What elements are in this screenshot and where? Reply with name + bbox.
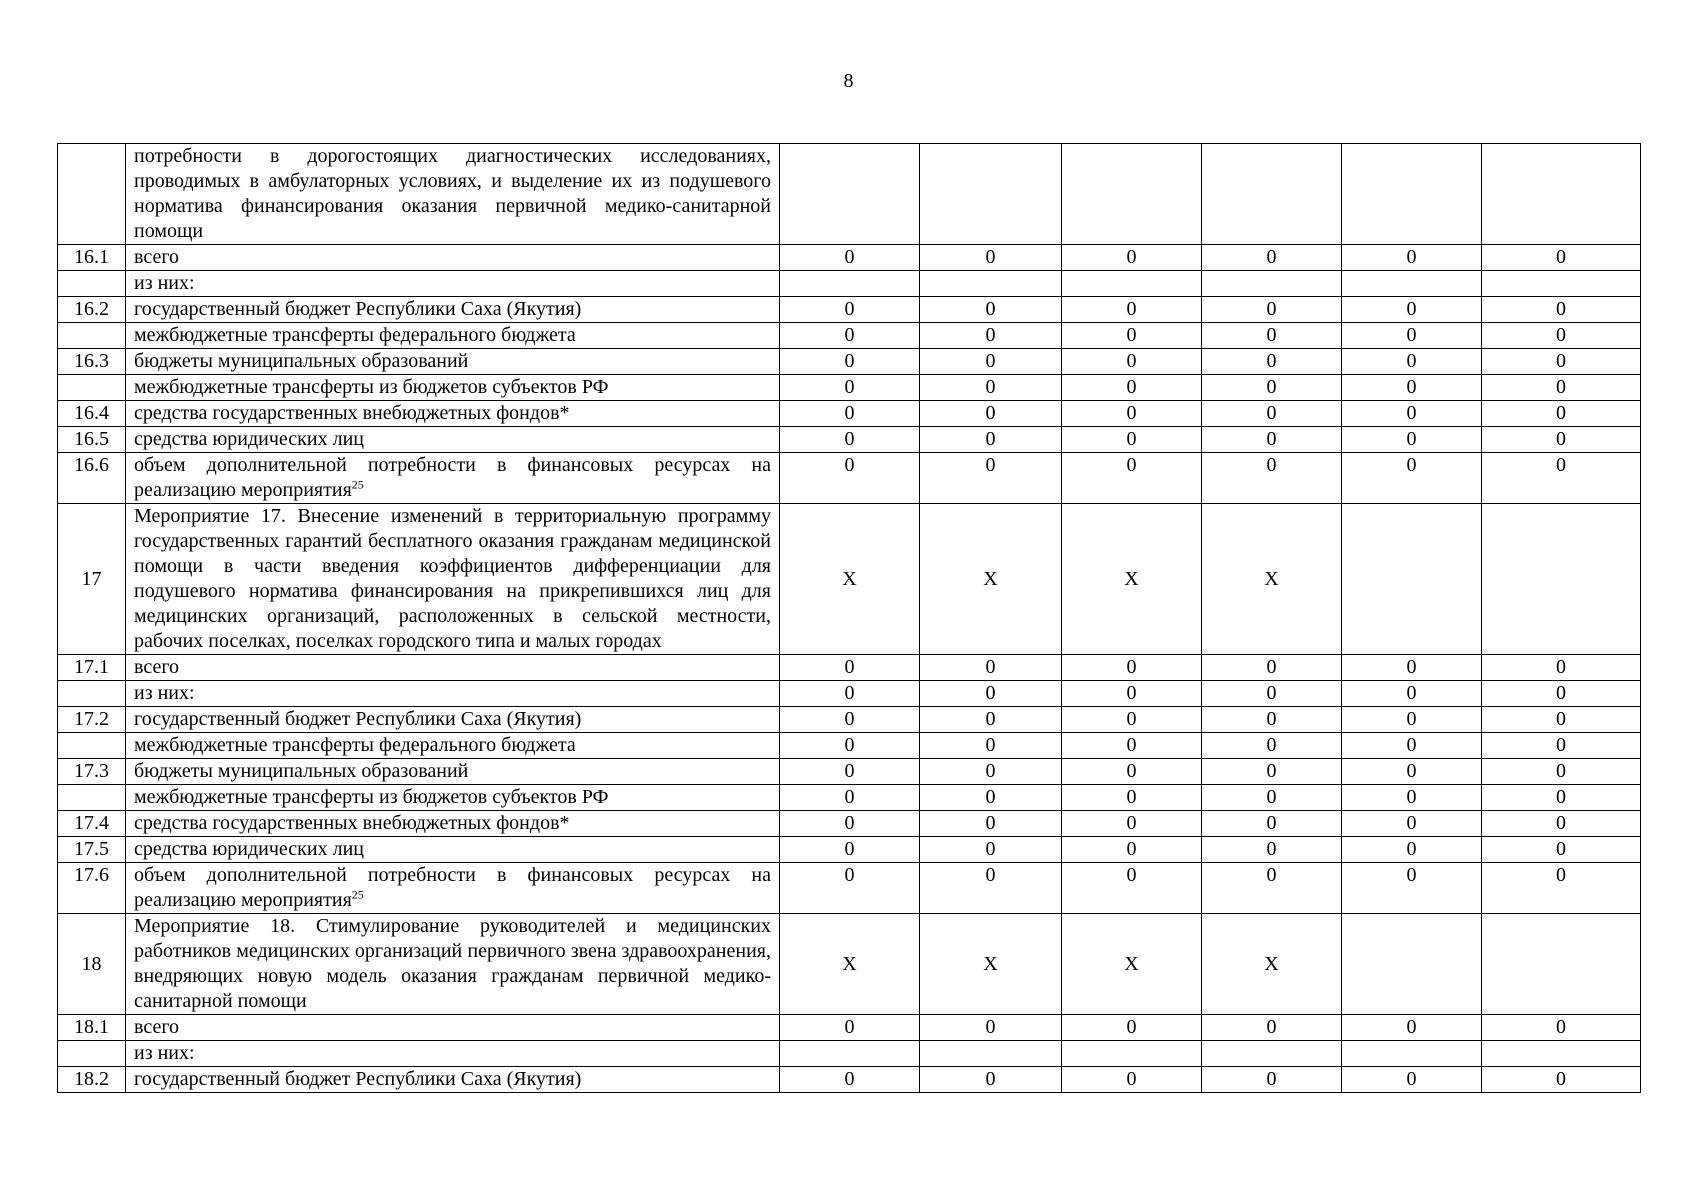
row-value-5: 0 — [1342, 733, 1482, 759]
row-value-1: 0 — [780, 785, 920, 811]
row-value-1: 0 — [780, 297, 920, 323]
row-value-5 — [1342, 504, 1482, 655]
row-value-3: 0 — [1062, 323, 1202, 349]
row-value-3: 0 — [1062, 681, 1202, 707]
row-value-4: 0 — [1202, 427, 1342, 453]
row-value-5 — [1342, 144, 1482, 245]
row-value-4 — [1202, 1041, 1342, 1067]
row-description-text: средства юридических лиц — [134, 428, 364, 450]
row-value-4: X — [1202, 914, 1342, 1015]
row-description — [126, 504, 780, 655]
row-value-3: 0 — [1062, 375, 1202, 401]
row-number — [58, 375, 126, 401]
row-value-2: X — [920, 504, 1062, 655]
row-value-6: 0 — [1482, 1067, 1641, 1093]
row-value-2 — [920, 1041, 1062, 1067]
row-value-2: 0 — [920, 453, 1062, 504]
row-number: 16.1 — [58, 245, 126, 271]
row-number — [58, 144, 126, 245]
row-value-1: 0 — [780, 811, 920, 837]
row-description-text: всего — [134, 656, 180, 678]
row-value-1: 0 — [780, 323, 920, 349]
row-description — [126, 707, 780, 733]
table-row — [58, 349, 1641, 375]
row-value-4: 0 — [1202, 1015, 1342, 1041]
row-value-2 — [920, 271, 1062, 297]
table-row — [58, 427, 1641, 453]
row-value-6: 0 — [1482, 323, 1641, 349]
row-value-4: 0 — [1202, 349, 1342, 375]
row-value-3: 0 — [1062, 427, 1202, 453]
row-value-4: 0 — [1202, 297, 1342, 323]
row-value-6 — [1482, 504, 1641, 655]
row-value-4: X — [1202, 504, 1342, 655]
table-body — [58, 144, 1641, 1093]
row-value-4: 0 — [1202, 401, 1342, 427]
row-value-1: 0 — [780, 245, 920, 271]
row-description — [126, 733, 780, 759]
row-value-5: 0 — [1342, 811, 1482, 837]
row-value-6: 0 — [1482, 811, 1641, 837]
row-value-4: 0 — [1202, 811, 1342, 837]
row-description — [126, 785, 780, 811]
row-value-3: 0 — [1062, 349, 1202, 375]
row-value-1: 0 — [780, 1015, 920, 1041]
row-number: 17.5 — [58, 837, 126, 863]
row-number — [58, 681, 126, 707]
row-value-5: 0 — [1342, 1067, 1482, 1093]
row-description — [126, 811, 780, 837]
row-value-6: 0 — [1482, 837, 1641, 863]
row-value-1: 0 — [780, 349, 920, 375]
row-description — [126, 1041, 780, 1067]
row-value-6: 0 — [1482, 1015, 1641, 1041]
row-value-5: 0 — [1342, 1015, 1482, 1041]
row-number: 18 — [58, 914, 126, 1015]
row-description — [126, 427, 780, 453]
row-value-5: 0 — [1342, 655, 1482, 681]
row-value-5: 0 — [1342, 707, 1482, 733]
row-description-text: всего — [134, 1016, 180, 1038]
row-value-3: 0 — [1062, 811, 1202, 837]
row-value-4: 0 — [1202, 1067, 1342, 1093]
budget-table — [57, 143, 1641, 1093]
row-number: 17.2 — [58, 707, 126, 733]
row-value-6: 0 — [1482, 655, 1641, 681]
row-description-text: бюджеты муниципальных образований — [134, 350, 469, 372]
row-value-4: 0 — [1202, 707, 1342, 733]
row-value-2: 0 — [920, 655, 1062, 681]
row-value-6: 0 — [1482, 707, 1641, 733]
row-value-3 — [1062, 1041, 1202, 1067]
table-row-event — [58, 504, 1641, 655]
row-value-1: X — [780, 504, 920, 655]
row-number: 17.3 — [58, 759, 126, 785]
row-description — [126, 681, 780, 707]
row-number: 16.5 — [58, 427, 126, 453]
row-value-5: 0 — [1342, 863, 1482, 914]
row-value-2: 0 — [920, 401, 1062, 427]
row-description — [126, 271, 780, 297]
row-number: 18.2 — [58, 1067, 126, 1093]
row-description-text: средства юридических лиц — [134, 838, 364, 860]
row-value-3: X — [1062, 914, 1202, 1015]
row-value-2: 0 — [920, 733, 1062, 759]
row-value-5: 0 — [1342, 837, 1482, 863]
row-value-3: 0 — [1062, 655, 1202, 681]
row-value-3: X — [1062, 504, 1202, 655]
table-row — [58, 375, 1641, 401]
row-value-5: 0 — [1342, 427, 1482, 453]
row-value-5: 0 — [1342, 681, 1482, 707]
row-value-6 — [1482, 144, 1641, 245]
row-value-1: 0 — [780, 733, 920, 759]
row-value-3: 0 — [1062, 759, 1202, 785]
row-value-5: 0 — [1342, 323, 1482, 349]
table-row — [58, 323, 1641, 349]
row-value-6: 0 — [1482, 375, 1641, 401]
row-value-4: 0 — [1202, 453, 1342, 504]
row-description — [126, 323, 780, 349]
row-value-1: 0 — [780, 707, 920, 733]
row-value-3 — [1062, 271, 1202, 297]
row-value-4: 0 — [1202, 375, 1342, 401]
row-number — [58, 733, 126, 759]
row-value-1 — [780, 271, 920, 297]
row-value-4: 0 — [1202, 837, 1342, 863]
row-value-3: 0 — [1062, 733, 1202, 759]
row-value-4: 0 — [1202, 733, 1342, 759]
row-description-text: потребности в дорогостоящих диагностических исследованиях, проводимых в амбулаторных условиях, и выделение их из подушевого норматива финансирования оказания первичной медико-санитарной помощи — [134, 145, 771, 242]
row-value-6 — [1482, 271, 1641, 297]
row-value-2: 0 — [920, 707, 1062, 733]
row-description — [126, 759, 780, 785]
row-description-text: межбюджетные трансферты из бюджетов субъектов РФ — [134, 376, 609, 398]
row-value-2: 0 — [920, 759, 1062, 785]
row-number — [58, 271, 126, 297]
row-value-2: 0 — [920, 681, 1062, 707]
row-description-text: Мероприятие 18. Стимулирование руководителей и медицинских работников медицинских организаций первичного звена здравоохранения, внедряющих новую модель оказания гражданам первичной медико-санитарной помощи — [134, 915, 771, 1012]
row-number: 18.1 — [58, 1015, 126, 1041]
row-description-text: из них: — [134, 682, 195, 704]
row-description-text: государственный бюджет Республики Саха (Якутия) — [134, 298, 582, 320]
row-number: 17 — [58, 504, 126, 655]
row-description — [126, 245, 780, 271]
row-value-1: 0 — [780, 863, 920, 914]
row-description-text: всего — [134, 246, 180, 268]
row-value-1: 0 — [780, 453, 920, 504]
row-description — [126, 1015, 780, 1041]
table-row — [58, 655, 1641, 681]
row-value-5 — [1342, 1041, 1482, 1067]
row-value-1 — [780, 144, 920, 245]
row-value-2: 0 — [920, 1015, 1062, 1041]
row-value-4: 0 — [1202, 759, 1342, 785]
table-row-event — [58, 914, 1641, 1015]
row-value-2: 0 — [920, 375, 1062, 401]
table-row — [58, 863, 1641, 914]
table-row — [58, 681, 1641, 707]
row-number: 17.4 — [58, 811, 126, 837]
row-value-4 — [1202, 271, 1342, 297]
row-value-3: 0 — [1062, 1067, 1202, 1093]
row-value-6 — [1482, 914, 1641, 1015]
row-value-2: 0 — [920, 1067, 1062, 1093]
row-description-text: объем дополнительной потребности в финансовых ресурсах на реализацию мероприятия — [134, 864, 771, 911]
row-value-1: X — [780, 914, 920, 1015]
row-description — [126, 914, 780, 1015]
row-description — [126, 655, 780, 681]
row-value-5: 0 — [1342, 349, 1482, 375]
row-value-2: 0 — [920, 323, 1062, 349]
table-row — [58, 707, 1641, 733]
row-value-1: 0 — [780, 375, 920, 401]
row-value-5: 0 — [1342, 401, 1482, 427]
row-value-2: 0 — [920, 863, 1062, 914]
row-description — [126, 401, 780, 427]
row-description — [126, 144, 780, 245]
row-value-6: 0 — [1482, 245, 1641, 271]
row-value-1: 0 — [780, 759, 920, 785]
row-value-1: 0 — [780, 1067, 920, 1093]
row-value-4 — [1202, 144, 1342, 245]
row-description-text: межбюджетные трансферты федерального бюджета — [134, 324, 576, 346]
row-number — [58, 1041, 126, 1067]
row-description-text: межбюджетные трансферты федерального бюджета — [134, 734, 576, 756]
row-number: 17.1 — [58, 655, 126, 681]
row-value-3: 0 — [1062, 837, 1202, 863]
row-value-1 — [780, 1041, 920, 1067]
row-value-1: 0 — [780, 401, 920, 427]
table-row — [58, 1015, 1641, 1041]
row-value-2: 0 — [920, 427, 1062, 453]
row-value-6: 0 — [1482, 453, 1641, 504]
table-row — [58, 1067, 1641, 1093]
row-value-4: 0 — [1202, 681, 1342, 707]
row-value-6: 0 — [1482, 297, 1641, 323]
row-value-3: 0 — [1062, 401, 1202, 427]
row-value-3: 0 — [1062, 297, 1202, 323]
row-value-4: 0 — [1202, 785, 1342, 811]
row-description — [126, 349, 780, 375]
row-description-text: объем дополнительной потребности в финансовых ресурсах на реализацию мероприятия — [134, 454, 771, 501]
row-value-5 — [1342, 914, 1482, 1015]
table-row — [58, 733, 1641, 759]
row-description-text: средства государственных внебюджетных фондов* — [134, 402, 570, 424]
row-description — [126, 837, 780, 863]
row-value-5: 0 — [1342, 375, 1482, 401]
table-row — [58, 271, 1641, 297]
row-value-1: 0 — [780, 837, 920, 863]
row-value-2: 0 — [920, 245, 1062, 271]
row-description-text: средства государственных внебюджетных фондов* — [134, 812, 570, 834]
table-row — [58, 1041, 1641, 1067]
footnote-marker: 25 — [351, 887, 364, 902]
row-value-3: 0 — [1062, 785, 1202, 811]
row-value-3: 0 — [1062, 707, 1202, 733]
row-value-1: 0 — [780, 681, 920, 707]
row-value-5: 0 — [1342, 785, 1482, 811]
row-value-1: 0 — [780, 427, 920, 453]
row-number: 16.3 — [58, 349, 126, 375]
row-description-text: Мероприятие 17. Внесение изменений в территориальную программу государственных гарантий бесплатного оказания гражданам медицинской помощи в части введения коэффициентов дифференциации для подушевого норматива финансирования на прикрепившихся лиц для медицинских организаций, расположенных в сельской местности, рабочих поселках, поселках городского типа и малых городах — [134, 505, 771, 652]
row-value-5: 0 — [1342, 297, 1482, 323]
row-value-6: 0 — [1482, 401, 1641, 427]
row-value-6: 0 — [1482, 349, 1641, 375]
row-value-4: 0 — [1202, 245, 1342, 271]
row-value-5 — [1342, 271, 1482, 297]
row-number — [58, 785, 126, 811]
row-value-3: 0 — [1062, 453, 1202, 504]
row-value-4: 0 — [1202, 323, 1342, 349]
row-value-6: 0 — [1482, 733, 1641, 759]
row-description-text: бюджеты муниципальных образований — [134, 760, 469, 782]
row-value-2: X — [920, 914, 1062, 1015]
row-value-2: 0 — [920, 297, 1062, 323]
row-value-6: 0 — [1482, 863, 1641, 914]
row-number — [58, 323, 126, 349]
row-description-text: из них: — [134, 1042, 195, 1064]
page-number: 8 — [843, 70, 854, 92]
row-value-4: 0 — [1202, 863, 1342, 914]
row-value-5: 0 — [1342, 245, 1482, 271]
row-description-text: государственный бюджет Республики Саха (Якутия) — [134, 708, 582, 730]
row-value-5: 0 — [1342, 759, 1482, 785]
table-row — [58, 245, 1641, 271]
row-value-6: 0 — [1482, 759, 1641, 785]
table-row — [58, 297, 1641, 323]
row-description-text: межбюджетные трансферты из бюджетов субъектов РФ — [134, 786, 609, 808]
row-number: 16.4 — [58, 401, 126, 427]
table-row — [58, 837, 1641, 863]
row-value-2: 0 — [920, 349, 1062, 375]
row-value-2 — [920, 144, 1062, 245]
table-row — [58, 401, 1641, 427]
table-row — [58, 785, 1641, 811]
row-value-6: 0 — [1482, 427, 1641, 453]
footnote-marker: 25 — [351, 477, 364, 492]
row-value-6: 0 — [1482, 681, 1641, 707]
row-description — [126, 297, 780, 323]
row-description — [126, 1067, 780, 1093]
row-number: 16.2 — [58, 297, 126, 323]
row-value-3: 0 — [1062, 245, 1202, 271]
row-value-6: 0 — [1482, 785, 1641, 811]
row-description — [126, 453, 780, 504]
row-value-5: 0 — [1342, 453, 1482, 504]
row-value-2: 0 — [920, 837, 1062, 863]
row-value-4: 0 — [1202, 655, 1342, 681]
table-row — [58, 453, 1641, 504]
row-description — [126, 863, 780, 914]
row-description-text: государственный бюджет Республики Саха (Якутия) — [134, 1068, 582, 1090]
row-value-3 — [1062, 144, 1202, 245]
row-value-1: 0 — [780, 655, 920, 681]
row-value-2: 0 — [920, 785, 1062, 811]
row-value-6 — [1482, 1041, 1641, 1067]
row-description-text: из них: — [134, 272, 195, 294]
table-row — [58, 144, 1641, 245]
row-description — [126, 375, 780, 401]
row-number: 17.6 — [58, 863, 126, 914]
table-row — [58, 811, 1641, 837]
table-row — [58, 759, 1641, 785]
row-value-3: 0 — [1062, 1015, 1202, 1041]
row-value-2: 0 — [920, 811, 1062, 837]
row-value-3: 0 — [1062, 863, 1202, 914]
row-number: 16.6 — [58, 453, 126, 504]
